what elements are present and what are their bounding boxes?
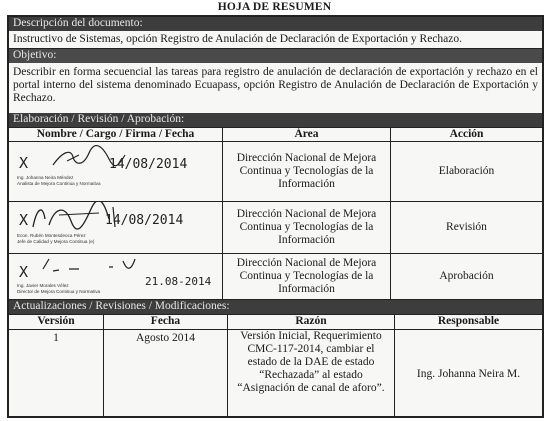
descripcion-text: Instructivo de Sistemas, opción Registro de Anulación de Declaración de Exportación y Rechazo.	[13, 33, 463, 45]
col-header-nombre: Nombre / Cargo / Firma / Fecha	[36, 127, 195, 140]
accion-cell: Elaboración	[438, 165, 495, 177]
column-divider	[103, 314, 104, 418]
signature-scribble	[39, 255, 149, 277]
summary-sheet	[7, 15, 544, 418]
document-title: HOJA DE RESUMEN	[217, 1, 332, 13]
col-header-accion: Acción	[449, 127, 484, 140]
signature-date: 14/08/2014	[109, 157, 188, 172]
objetivo-header: Objetivo:	[9, 49, 542, 63]
signer-role: Jefe de Calidad y Mejora Continua (e)	[17, 239, 95, 244]
col-header-razon: Razón	[295, 315, 327, 327]
fecha-cell: Agosto 2014	[135, 331, 196, 344]
elaboracion-header: Elaboración / Revisión / Aprobación:	[9, 113, 542, 127]
signature-date: 14/08/2014	[105, 213, 184, 228]
objetivo-text: Describir en forma secuencial las tareas para registro de anulación de declaración de exportación y rechazo en el portal interno del sistema denominado Ecuapass, opción Registro de Anulación de Declaración de Exportación y Rechazo.	[13, 66, 538, 104]
accion-cell: Revisión	[446, 221, 487, 233]
signer-name: Ing. Javier Morales Vélez	[17, 283, 69, 288]
signature-mark: X	[19, 154, 29, 172]
signature-mark: X	[19, 211, 29, 229]
signature-mark: X	[19, 263, 29, 281]
col-header-area: Área	[294, 127, 319, 140]
area-cell: Dirección Nacional de Mejora Continua y Tecnologías de la Información	[236, 152, 377, 190]
version-cell: 1	[53, 331, 59, 344]
actualizaciones-header: Actualizaciones / Revisiones / Modificaciones:	[9, 300, 542, 314]
col-header-version: Versión	[37, 315, 75, 327]
area-cell: Dirección Nacional de Mejora Continua y Tecnologías de la Información	[236, 208, 377, 246]
signer-role: Director de Mejora Continua y Normativa	[17, 289, 101, 294]
descripcion-header: Descripción del documento:	[9, 17, 542, 31]
area-cell: Dirección Nacional de Mejora Continua y Tecnologías de la Información	[236, 257, 377, 295]
col-header-fecha: Fecha	[150, 315, 181, 327]
razon-cell: Versión Inicial, Requerimiento CMC-117-2014, cambiar el estado de la DAE de estado “Rechazada” al estado “Asignación de canal de aforo”.	[237, 330, 385, 394]
responsable-cell: Ing. Johanna Neira M.	[416, 367, 521, 380]
signature-date: 21.08-2014	[145, 275, 212, 288]
signer-role: Analista de Mejora Continua y Normativa	[17, 181, 101, 186]
signer-name: Ing. Johanna Neira Méndez	[17, 175, 74, 180]
col-header-responsable: Responsable	[437, 315, 500, 327]
signer-name: Econ. Rubén Montesdeoca Pérez	[17, 233, 86, 238]
accion-cell: Aprobación	[439, 270, 494, 282]
